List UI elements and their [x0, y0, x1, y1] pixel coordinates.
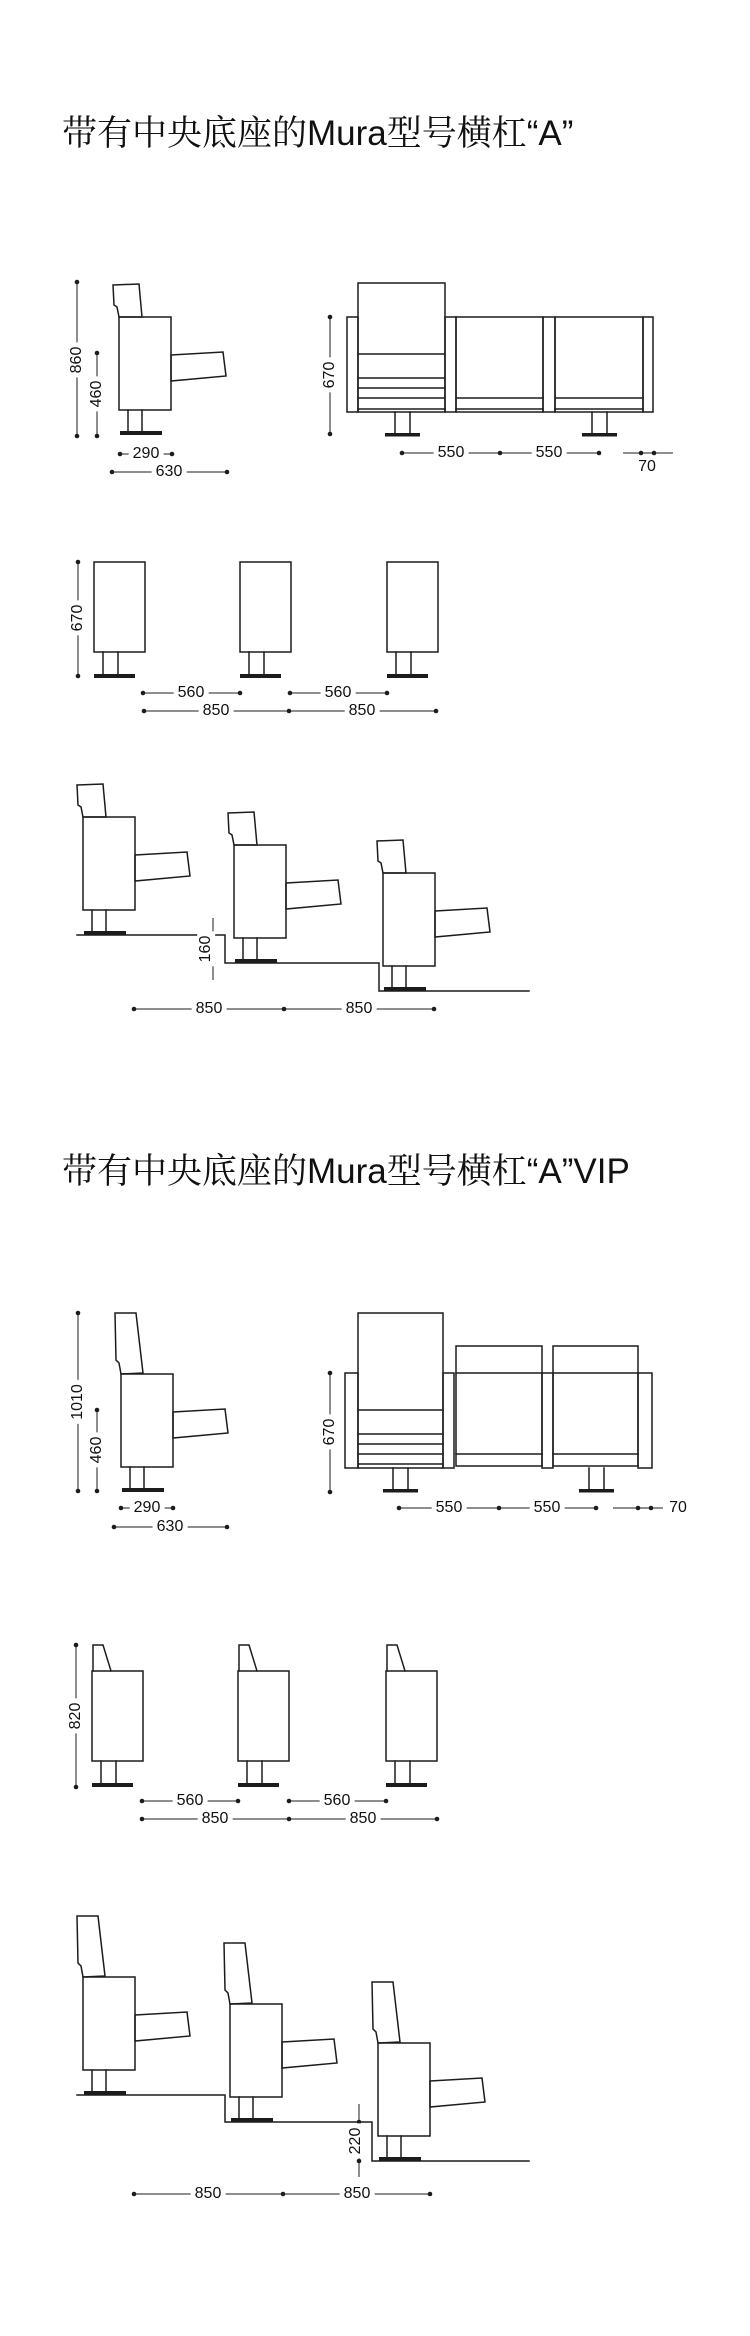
- dim-back-height-vip: 670: [321, 1415, 339, 1450]
- dim-step-rise-a: 160: [197, 932, 215, 967]
- dim-seat-pitch1-vip: 550: [432, 1499, 467, 1517]
- dim-base-width-a: 290: [129, 445, 164, 463]
- dim-base-width-vip: 290: [130, 1499, 165, 1517]
- dim-seat-pitch2-vip: 550: [530, 1499, 565, 1517]
- dim-total-height-vip: 1010: [69, 1380, 87, 1424]
- front-view-a: [347, 283, 653, 437]
- section-title-model-a-vip: 带有中央底座的Mura型号横杠“A”VIP: [62, 1152, 630, 1191]
- dim-end-offset-vip: 70: [669, 1499, 687, 1517]
- incline-view-a-vip: [77, 1916, 529, 2161]
- dim-row-pitch2-a: 850: [345, 702, 380, 720]
- dim-panel-height-a: 670: [69, 601, 87, 636]
- dim-clear-gap2-vip: 560: [320, 1792, 355, 1810]
- dim-clear-gap1-a: 560: [174, 684, 209, 702]
- dimension-lines-a: [75, 280, 673, 1012]
- dim-row-pitch2-vip: 850: [346, 1810, 381, 1828]
- dim-total-height-a: 860: [68, 343, 86, 378]
- dim-seat-pitch2-a: 550: [532, 444, 567, 462]
- dim-incline-pitch1-a: 850: [192, 1000, 227, 1018]
- dim-row-pitch1-vip: 850: [198, 1810, 233, 1828]
- dim-total-depth-vip: 630: [153, 1518, 188, 1536]
- dim-incline-pitch1-vip: 850: [191, 2185, 226, 2203]
- dim-incline-pitch2-a: 850: [342, 1000, 377, 1018]
- dim-seat-height-vip: 460: [88, 1433, 106, 1468]
- spacing-view-a-vip: [92, 1645, 437, 1787]
- side-view-a: [113, 284, 226, 435]
- stepped-floor-a: [77, 935, 529, 991]
- dim-panel-height-vip: 820: [67, 1699, 85, 1734]
- dim-row-pitch1-a: 850: [199, 702, 234, 720]
- spacing-view-a: [94, 562, 438, 678]
- section-title-model-a: 带有中央底座的Mura型号横杠“A”: [62, 114, 574, 153]
- dim-total-depth-a: 630: [152, 463, 187, 481]
- front-view-a-vip: [345, 1313, 652, 1493]
- incline-view-a: [77, 784, 529, 991]
- dim-clear-gap2-a: 560: [321, 684, 356, 702]
- dim-back-height-a: 670: [321, 358, 339, 393]
- dim-seat-height-a: 460: [88, 377, 106, 412]
- side-view-a-vip: [115, 1313, 228, 1492]
- dim-clear-gap1-vip: 560: [173, 1792, 208, 1810]
- dim-incline-pitch2-vip: 850: [340, 2185, 375, 2203]
- dim-step-rise-vip: 220: [347, 2124, 365, 2159]
- dim-end-offset-a: 70: [638, 458, 656, 476]
- dim-seat-pitch1-a: 550: [434, 444, 469, 462]
